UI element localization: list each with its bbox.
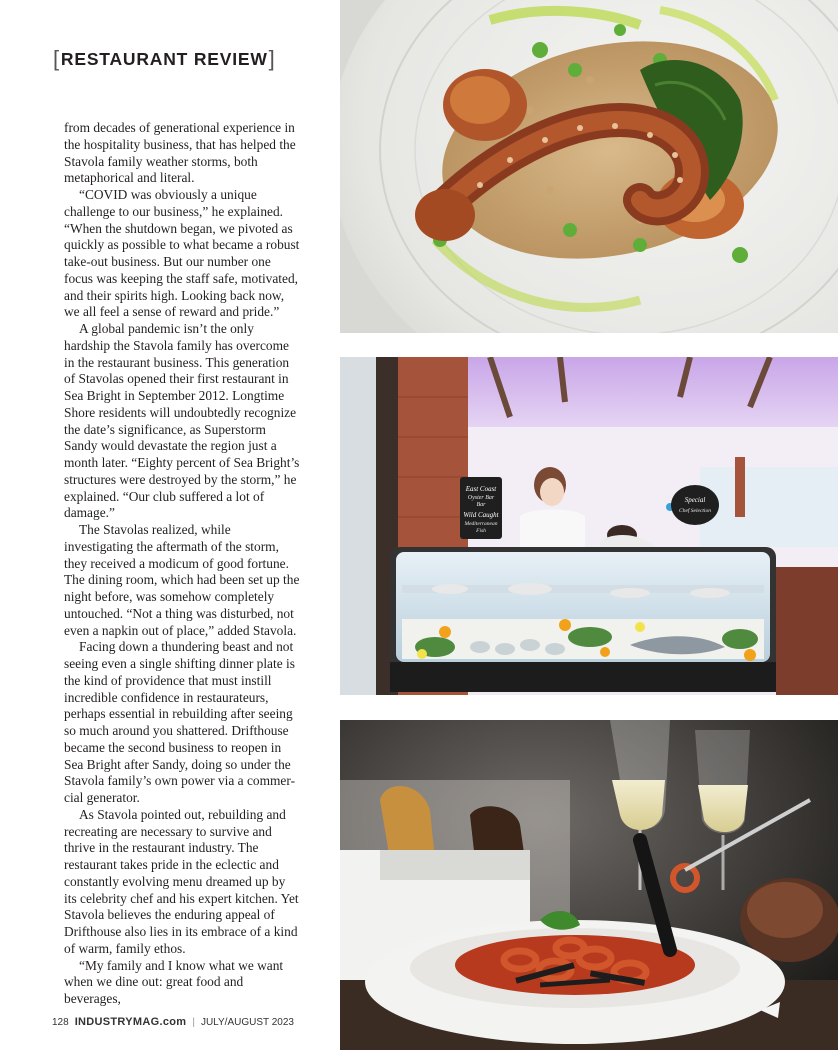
sign-left-line-5: Mediterranean xyxy=(464,521,498,527)
sign-left-line-1: East Coast xyxy=(465,485,497,493)
sign-left-line-2: Oyster Bar xyxy=(467,495,495,501)
article-paragraph: from decades of generational experience in the hospitality business, that has helped the Stavola family weather storms, both metaphorical and literal. xyxy=(64,120,296,186)
calamari-pasta-photo xyxy=(340,720,838,1050)
issue-date: JULY/AUGUST 2023 xyxy=(200,1016,294,1028)
page-footer xyxy=(52,1016,294,1028)
article-paragraph: Facing down a thundering beast and not seeing even a single shifting dinner plate is the kind of providence that must instill incredible confidence in restaurateurs, perhaps essential in rebuilding after seeing so much around you shattered. Drifthouse became the second business to reopen in Sea Bright after Sandy, doing so under the Stavola family’s own power via a commer- cial generator. xyxy=(64,639,296,805)
publication-name: INDUSTRYMAG.com xyxy=(74,1016,187,1028)
sign-left-line-3: Bar xyxy=(476,502,486,508)
section-label xyxy=(52,48,277,70)
article-paragraph: “COVID was obviously a unique challenge to our business,” he explained. “When the shutdown began, we pivoted as quickly as possible to what became a robust take-out business. But our number one focus was keeping the staff safe, motivated, and their spirits high. Looking back now, we all feel a sense of reward and pride.” xyxy=(64,187,300,320)
sign-right-line-2: Chef Selection xyxy=(679,508,711,514)
article-body xyxy=(64,120,300,1008)
sign-left-line-4: Wild Caught xyxy=(463,511,499,519)
raw-bar-counter-photo xyxy=(340,357,838,695)
section-label-text: RESTAURANT REVIEW xyxy=(60,48,268,69)
sign-right-line-1: Special xyxy=(684,496,706,504)
octopus-risotto-photo xyxy=(340,0,838,333)
sign-left-line-6: Fish xyxy=(476,528,486,534)
article-paragraph: As Stavola pointed out, rebuilding and recreating are necessary to survive and thrive in the restaurant industry. The restaurant takes pride in the eclectic and constantly evolving menu dreamed up by its celebrity chef and his expert kitchen. Yet Stavola believes the enduring appeal of Drifthouse also lies in its embrace of a kind of warm, family ethos. xyxy=(64,806,299,956)
article-paragraph: A global pandemic isn’t the only hardship the Stavola family has overcome in the restaurant business. This generation of Stavolas opened their first restaurant in Sea Bright in September 2012. Longtime Shore residents will undoubtedly recognize the date’s significance, as Superstorm Sandy would devastate the region just a month later. “Eighty percent of Sea Bright’s structures were destroyed by the storm,” he explained. “Our club suffered a lot of damage.” xyxy=(64,321,300,521)
open-bracket: [ xyxy=(53,46,60,71)
article-paragraph: The Stavolas realized, while investigating the aftermath of the storm, they received a modicum of good fortune. The dining room, which had been set up the night before, was somehow completely untouched. “Not a thing was disturbed, not even a napkin out of place,” added Stavola. xyxy=(64,522,300,638)
page-number: 128 xyxy=(52,1016,69,1028)
footer-separator: | xyxy=(192,1016,195,1028)
close-bracket: ] xyxy=(268,46,276,71)
article-paragraph: “My family and I know what we want when we dine out: great food and beverages, xyxy=(64,957,284,1006)
